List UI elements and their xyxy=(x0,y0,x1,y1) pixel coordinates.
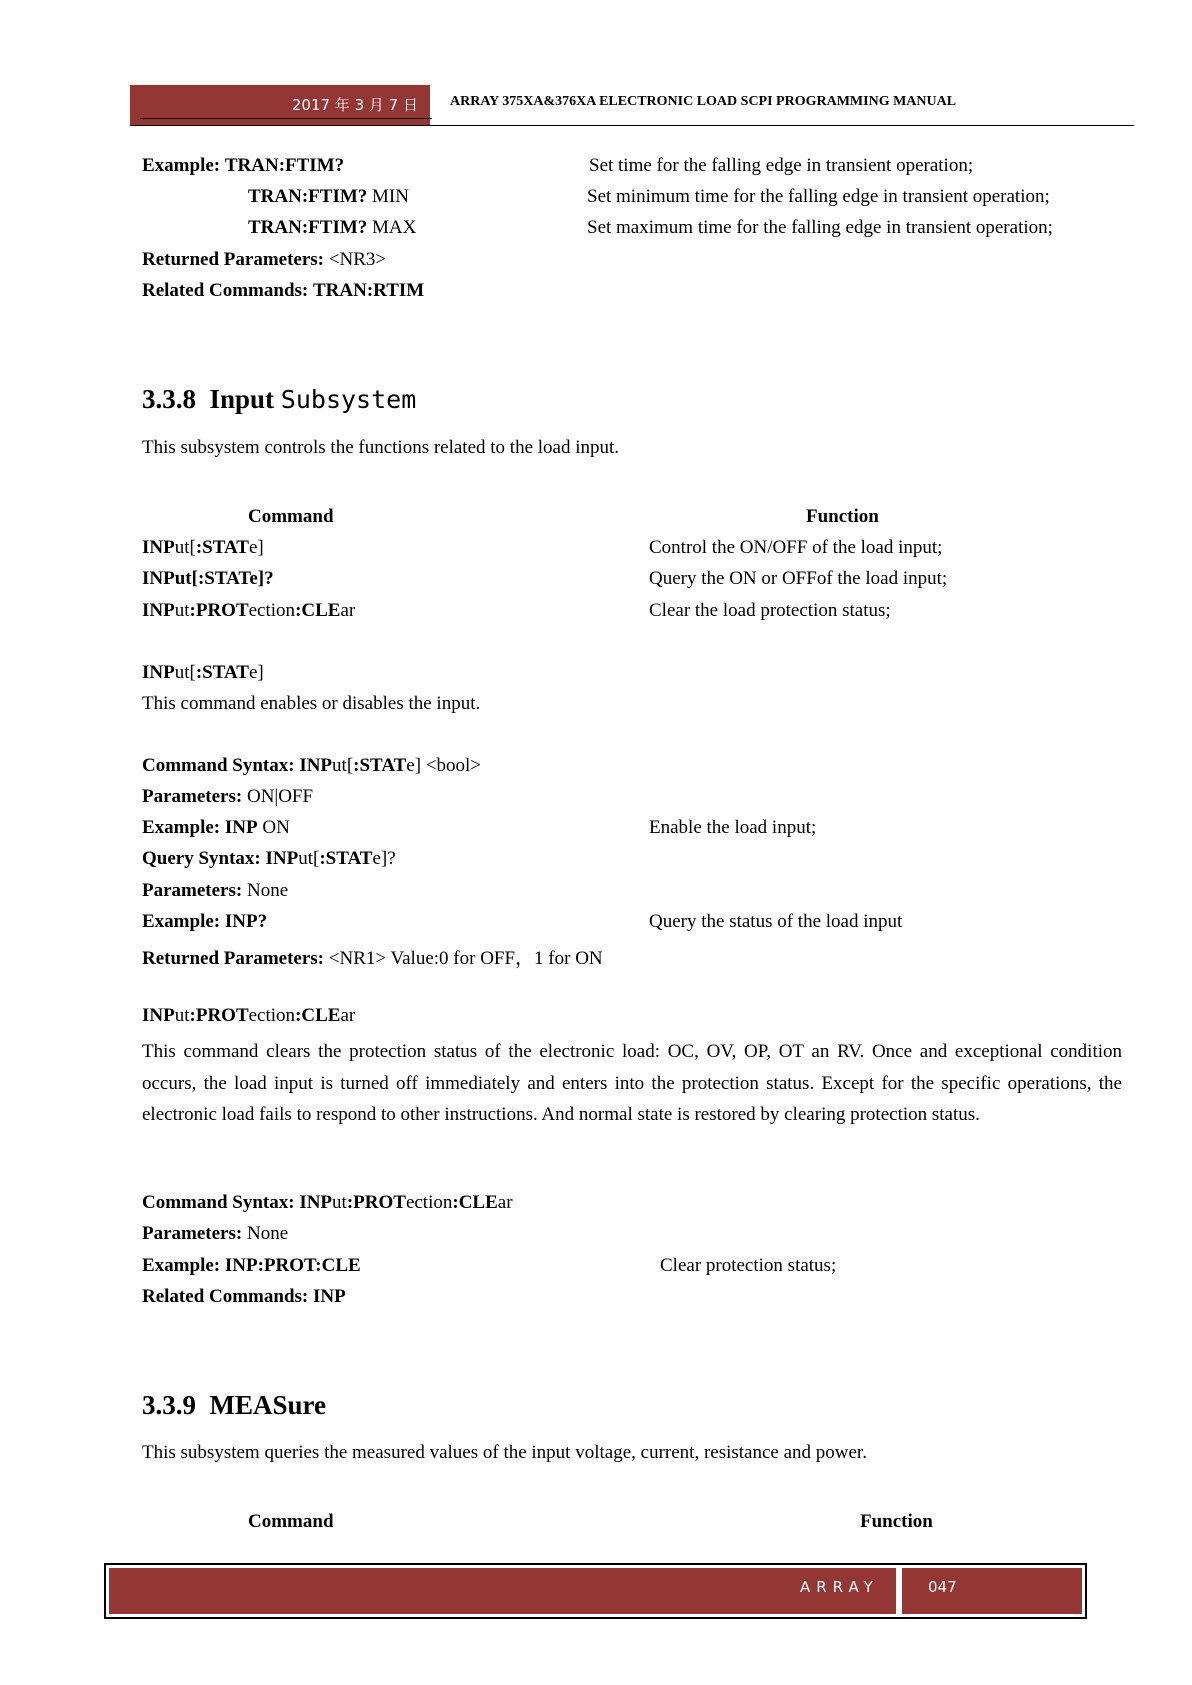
header-date-banner xyxy=(130,85,430,126)
ftim-min-example: TRAN:FTIM? MIN xyxy=(248,186,409,207)
state-parameters: Parameters: ON|OFF xyxy=(142,786,314,807)
input-col-command: Command xyxy=(248,506,334,527)
state-returned-params: Returned Parameters: <NR1> Value:0 for OFF，1 for ON xyxy=(142,948,603,969)
state-example: Example: INP ON xyxy=(142,817,290,838)
state-query-syntax: Query Syntax: INPut[:STATe]? xyxy=(142,848,396,869)
state-heading: INPut[:STATe] xyxy=(142,662,264,683)
header-date: 2017 年 3 月 7 日 xyxy=(291,96,418,114)
measure-intro: This subsystem queries the measured values of the input voltage, current, resistance and power. xyxy=(142,1442,867,1463)
input-row-query-desc: Query the ON or OFFof the load input; xyxy=(649,568,948,589)
protclear-desc: This command clears the protection status of the electronic load: OC, OV, OP, OT an RV. Once and exceptional condition occurs, the load input is turned off immediately and enters into the protection status. Except for the specific operations, the electronic load fails to respond to other instructions. And normal state is restored by clearing protection status. xyxy=(142,1041,1122,1125)
page-number: 047 xyxy=(928,1578,957,1596)
section-heading-measure: 3.3.9 MEASure xyxy=(142,1390,327,1420)
ftim-max-example: TRAN:FTIM? MAX xyxy=(248,217,417,238)
ftim-max-desc: Set maximum time for the falling edge in transient operation; xyxy=(587,217,1053,238)
footer-separator xyxy=(896,1568,902,1614)
input-row-query-cmd: INPut[:STATe]? xyxy=(142,568,274,589)
measure-col-function: Function xyxy=(860,1511,933,1532)
ftim-example-desc: Set time for the falling edge in transient operation; xyxy=(589,155,974,176)
state-desc: This command enables or disables the input. xyxy=(142,693,481,714)
ftim-min-desc: Set minimum time for the falling edge in transient operation; xyxy=(587,186,1050,207)
protclear-related-commands: Related Commands: INP xyxy=(142,1286,346,1307)
measure-col-command: Command xyxy=(248,1511,334,1532)
section-heading-input: 3.3.8 Input Subsystem xyxy=(142,384,417,414)
state-example-desc: Enable the load input; xyxy=(649,817,817,838)
protclear-heading: INPut:PROTection:CLEar xyxy=(142,1005,356,1026)
state-query-example-desc: Query the status of the load input xyxy=(649,911,903,932)
state-query-example: Example: INP? xyxy=(142,911,268,932)
header-date-underline xyxy=(140,118,432,119)
ftim-example: Example: TRAN:FTIM? xyxy=(142,155,345,176)
header-rule xyxy=(130,125,1134,126)
state-command-syntax: Command Syntax: INPut[:STATe] <bool> xyxy=(142,755,482,776)
input-col-function: Function xyxy=(806,506,879,527)
ftim-returned-params: Returned Parameters: <NR3> xyxy=(142,249,387,270)
ftim-related-commands: Related Commands: TRAN:RTIM xyxy=(142,280,425,301)
input-row-state-cmd: INPut[:STATe] xyxy=(142,537,264,558)
footer-brand: ARRAY xyxy=(800,1578,879,1596)
input-row-state-desc: Control the ON/OFF of the load input; xyxy=(649,537,943,558)
protclear-example: Example: INP:PROT:CLE xyxy=(142,1255,361,1276)
header-title: ARRAY 375XA&376XA ELECTRONIC LOAD SCPI PROGRAMMING MANUAL xyxy=(450,94,957,109)
input-intro: This subsystem controls the functions related to the load input. xyxy=(142,437,620,458)
protclear-command-syntax: Command Syntax: INPut:PROTection:CLEar xyxy=(142,1192,513,1213)
protclear-parameters: Parameters: None xyxy=(142,1223,289,1244)
input-row-protclear-cmd: INPut:PROTection:CLEar xyxy=(142,600,356,621)
input-row-protclear-desc: Clear the load protection status; xyxy=(649,600,891,621)
protclear-example-desc: Clear protection status; xyxy=(660,1255,837,1276)
state-query-parameters: Parameters: None xyxy=(142,880,289,901)
